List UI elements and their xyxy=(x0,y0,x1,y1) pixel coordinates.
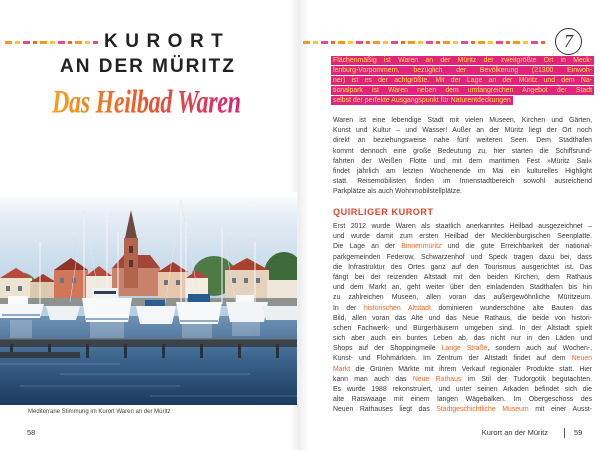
running-footer-title: Kurort an der Müritz xyxy=(481,428,548,437)
highlighted-term: Neuen xyxy=(571,355,592,363)
highlighted-term: Markt xyxy=(333,365,351,373)
text-line: sich aber auch ein buntes Leben ab, das nicht nur in den Läden und xyxy=(333,335,592,343)
chapter-number-badge: 7 xyxy=(555,28,582,55)
text-segment: und die gute Erreichbarkeit der national- xyxy=(441,243,592,251)
intro-line: selbst der perfekte Ausgangspunkt für Naturentdeckungen xyxy=(333,97,511,104)
text-line: direkt an beziehungsweise nahe fünf weiteren Seen. Dem Stadthafen xyxy=(333,137,592,145)
intro-highlight-block xyxy=(331,56,594,106)
text-line: fahrten der Weißen Flotte und mit dem maritimen Fest »Müritz Sail« xyxy=(333,157,592,165)
highlighted-term: historischen Altstadt xyxy=(363,304,431,312)
text-line: die Infrastruktur des Ortes ganz auf den Tourismus ausgerichtet ist. Das xyxy=(333,263,592,271)
text-line xyxy=(333,354,592,364)
text-line xyxy=(333,344,592,354)
text-segment: Die Lage an der xyxy=(333,243,402,251)
text-line xyxy=(333,405,592,415)
text-line: und wurde damit zum ersten Heilbad der Mecklenburgischen Seenplatte. xyxy=(333,233,592,241)
text-segment: In der xyxy=(333,304,364,312)
highlighted-term: Binnenmüritz xyxy=(401,243,442,251)
text-line: und dem Markt an, geht weiter über den einladenden Stadthafen bis hin xyxy=(333,284,592,292)
text-line: Parkplätze als auch Wohnmobilstellplätze. xyxy=(333,188,462,196)
text-line xyxy=(333,242,592,252)
text-line xyxy=(333,375,592,385)
chapter-title-line1: KURORT xyxy=(104,31,231,52)
text-segment: Kunst- und Flohmärkten. Im Zentrum der Altstadt findet auf dem xyxy=(333,355,572,363)
text-line: zu zahlreichen Museen, allen voran das außergewöhnliche Müritzeum. xyxy=(333,294,592,302)
intro-line: lenburg-Vorpommern, bezüglich der Bevölkerung (21300 Einwoh- xyxy=(333,67,592,74)
page-number-left: 58 xyxy=(27,428,36,437)
script-subtitle: Das Heilbad Waren xyxy=(52,85,241,121)
intro-line: Flächenmäßig ist Waren an der Müritz der zweitgrößte Ort in Meck- xyxy=(333,57,592,64)
footer-separator xyxy=(564,428,565,438)
body-paragraph-2 xyxy=(333,222,592,416)
text-line xyxy=(333,304,592,314)
body-paragraph-1 xyxy=(333,116,592,198)
text-line: fängt bei der reizenden Altstadt mit den beiden Kirchen, dem Rathaus xyxy=(333,273,592,281)
text-segment: im Stil der Tudorgotik begutachten. xyxy=(461,375,592,383)
chapter-title-line2: AN DER MÜRITZ xyxy=(60,56,236,77)
highlighted-term: Neue Rathaus xyxy=(412,375,462,383)
text-segment: kann man auch das xyxy=(333,375,413,383)
text-line: Kunst und Kultur – und Wasser! Außer an der Müritz liegt der Ort noch xyxy=(333,127,592,135)
text-line: statt. Reisemobilisten finden im Innenstadtbereich sowohl ausreichend xyxy=(333,178,592,186)
photo-caption: Mediterrane Stimmung im Kurort Waren an der Müritz xyxy=(28,409,171,415)
decorative-stripe-right xyxy=(303,41,548,44)
intro-line: tionalpark ist Waren neben dem umfangreichen Angebot der Stadt xyxy=(333,87,592,94)
text-line xyxy=(333,365,592,375)
highlighted-term: Lange Straße xyxy=(441,345,488,353)
intro-line: ner) ist es der achtgrößte. Mit der Lage an der Müritz und dem Na- xyxy=(333,77,592,84)
text-segment: , sondern auch auf Wochen-, xyxy=(487,345,593,353)
harbor-photo-illustration xyxy=(0,192,297,405)
text-line: Bild, allen voran das Alte und das Neue Rathaus, die beide von histori- xyxy=(333,314,592,322)
text-segment: mit einer Ausst- xyxy=(528,406,592,414)
text-segment: Shops auf der Shoppingmeile xyxy=(333,345,442,353)
text-line: findet jährlich am letzten Wochenende im Mai ein kulturelles Highlight xyxy=(333,167,592,175)
text-line: Erst 2012 wurde Waren als staatlich anerkanntes Heilbad ausgezeichnet – xyxy=(333,223,592,230)
text-line: kommt dennoch eine große Bedeutung zu, hier starten die Schiffsrund- xyxy=(333,147,592,155)
text-line: parkgemeinden Federow, Schwarzenhof und Speck tragen dazu bei, dass xyxy=(333,253,592,261)
text-line: schen Fachwerk- und Bürgerhäusern umgeben sind. In der Altstadt spielt xyxy=(333,324,592,332)
text-segment: dominieren wunderschöne alte Bauten das xyxy=(430,304,592,312)
text-segment: Neuen Rathauses liegt das xyxy=(333,406,437,414)
text-line: alte Ratswaage mit einem langen Wägebalken. Im Obergeschoss des xyxy=(333,396,592,404)
decorative-stripe-left xyxy=(5,41,98,44)
text-line: Waren ist eine lebendige Stadt mit vielen Museen, Kirchen und Gärten, xyxy=(333,117,592,124)
harbor-photo xyxy=(0,192,297,405)
page-number-right: 59 xyxy=(574,428,583,437)
highlighted-term: Stadtgeschichtliche Museum xyxy=(436,406,529,414)
text-segment: die Grünen Märkte mit ihrem Verkauf regionaler Produkte statt. Hier xyxy=(350,365,592,373)
water xyxy=(0,316,297,405)
text-line: Es wurde 1988 rekonstruiert, und unter seinen Arkaden befindet sich die xyxy=(333,386,592,393)
section-heading: QUIRLIGER KURORT xyxy=(333,207,434,217)
